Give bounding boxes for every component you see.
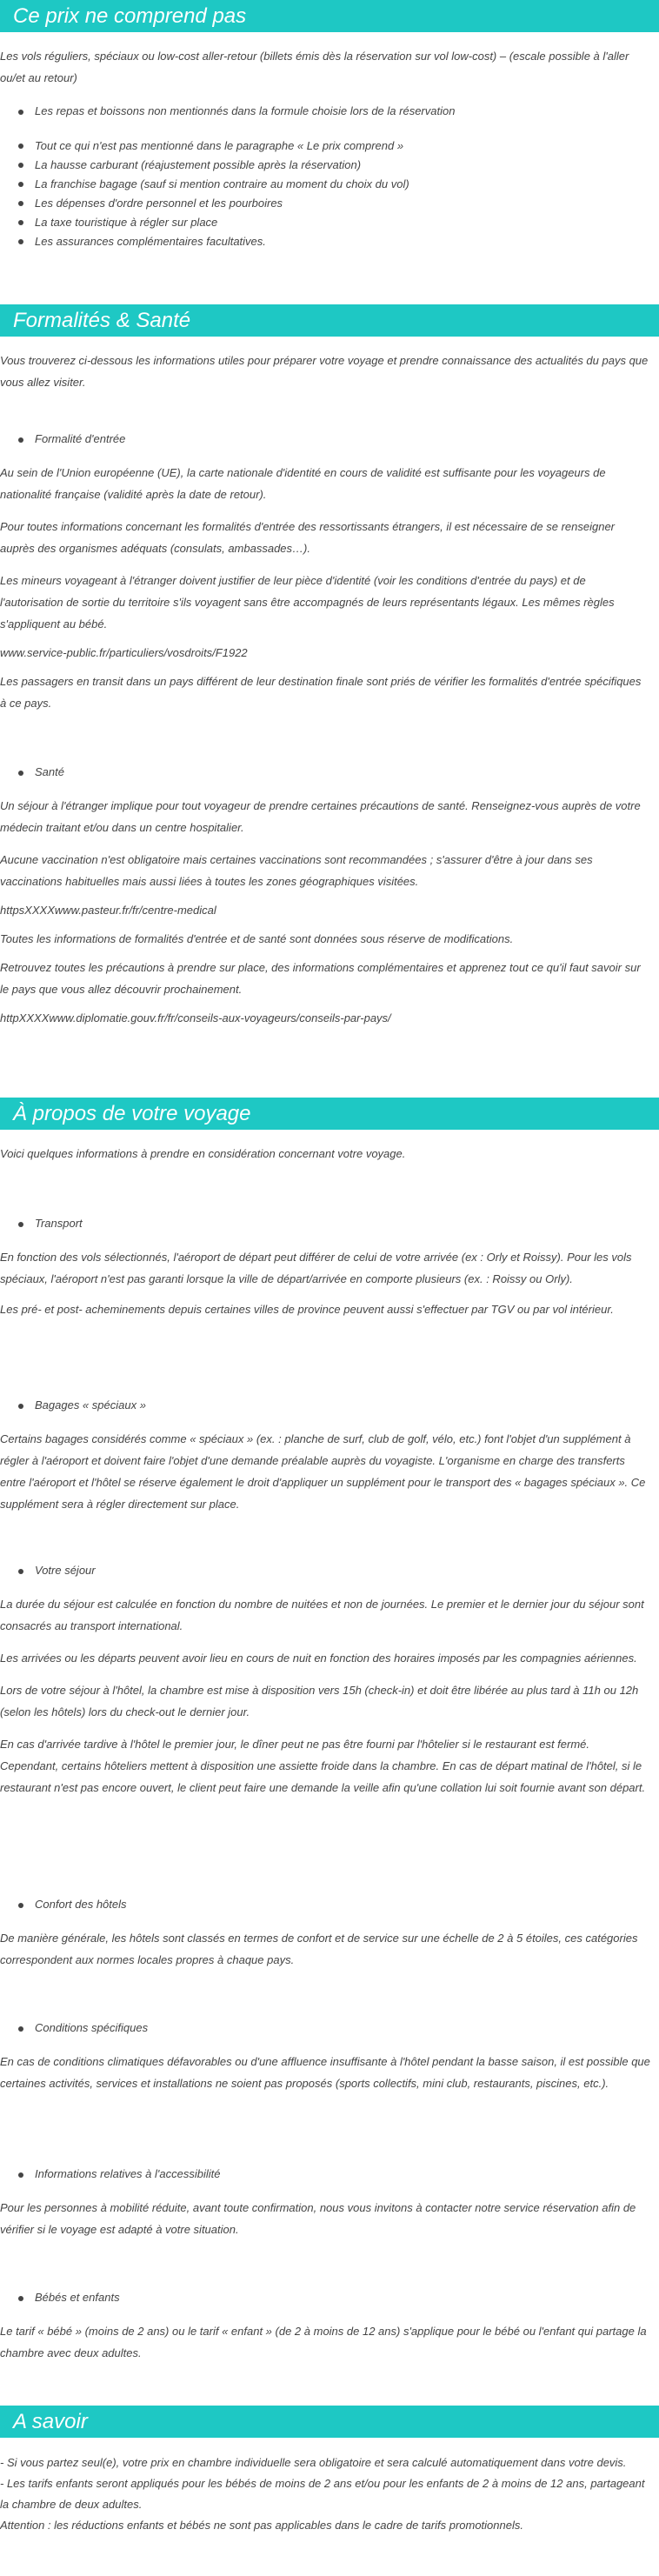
paragraph: Un séjour à l'étranger implique pour tout voyageur de prendre certaines précautions de santé. Renseignez-vous auprès de votre médecin traitant et/ou dans un centre hospitalier. [0, 799, 641, 834]
apropos-intro [0, 1143, 650, 1171]
bebes-body [0, 2320, 650, 2371]
list-item: Informations relatives à l'accessibilité [35, 2166, 643, 2183]
list-item: Les dépenses d'ordre personnel et les pourboires [35, 194, 643, 213]
paragraph: En cas de conditions climatiques défavorables ou d'une affluence insuffisante à l'hôtel pendant la basse saison, il est possible que certaines activités, services et installations ne soient pas proposés (sports collectifs, mini club, restaurants, piscines, etc.). [0, 2055, 650, 2090]
section-title: Formalités & Santé [13, 308, 191, 332]
list-item: La taxe touristique à régler sur place [35, 213, 643, 232]
section-title: A savoir [13, 2409, 88, 2433]
bullet-confort [35, 1896, 643, 1913]
list-item: Bébés et enfants [35, 2289, 643, 2306]
section-banner-apropos [0, 1098, 659, 1130]
list-item: Tout ce qui n'est pas mentionné dans le paragraphe « Le prix comprend » [35, 137, 643, 156]
bullet-bagages [35, 1397, 643, 1414]
list-item: Votre séjour [35, 1562, 643, 1579]
confort-body [0, 1927, 650, 1978]
paragraph: Voici quelques informations à prendre en considération concernant votre voyage. [0, 1147, 406, 1160]
list-item: La hausse carburant (réajustement possible après la réservation) [35, 156, 643, 175]
link[interactable]: httpsXXXXwww.pasteur.fr/fr/centre-medical [0, 904, 216, 917]
list-item: Les repas et boissons non mentionnés dans la formule choisie lors de la réservation [35, 103, 643, 120]
paragraph: De manière générale, les hôtels sont classés en termes de confort et de service sur une échelle de 2 à 5 étoiles, ces catégories correspondent aux normes locales propres à chaque pays. [0, 1932, 638, 1966]
formalites-body [0, 462, 650, 721]
list-item: Les assurances complémentaires facultatives. [35, 232, 643, 251]
section-banner-formalites [0, 304, 659, 337]
bullet-dot [18, 2026, 23, 2032]
transport-body [0, 1246, 650, 1327]
section-title: Ce prix ne comprend pas [13, 3, 247, 28]
asavoir-body [0, 2453, 650, 2536]
list-item: Transport [35, 1215, 643, 1232]
paragraph: Les arrivées ou les départs peuvent avoir lieu en cours de nuit en fonction des horaires imposés par les compagnies aériennes. [0, 1652, 637, 1665]
paragraph: Attention : les réductions enfants et bébés ne sont pas applicables dans le cadre de tarifs promotionnels. [0, 2519, 523, 2532]
paragraph: Les mineurs voyageant à l'étranger doivent justifier de leur pièce d'identité (voir les conditions d'entrée du pays) et de l'autorisation de sortie du territoire s'ils voyagent sans être accompagnés de leurs représentants légaux. Les mêmes règles s'appliquent au bébé. [0, 574, 615, 631]
bullet-accessibilite [35, 2166, 643, 2183]
bullet-bebes [35, 2289, 643, 2306]
list-item: Bagages « spéciaux » [35, 1397, 643, 1414]
accessibilite-body [0, 2197, 650, 2247]
bullet-dot [18, 220, 23, 225]
conditions-body [0, 2051, 650, 2101]
bullet-dot [18, 163, 23, 168]
bullet-conditions [35, 2019, 643, 2037]
paragraph: Les pré- et post- acheminements depuis certaines villes de province peuvent aussi s'effectuer par TGV ou par vol intérieur. [0, 1303, 614, 1316]
paragraph: Certains bagages considérés comme « spéciaux » (ex. : planche de surf, club de golf, vélo, etc.) font l'objet d'un supplément à régler à l'aéroport et doivent faire l'objet d'une demande préalable auprès du voyagiste. L'organisme en charge des transferts entre l'aéroport et l'hôtel se réserve également le droit d'appliquer un supplément pour le transport des « bagages spéciaux ». Ce supplément sera à régler directement sur place. [0, 1432, 646, 1511]
link[interactable]: httpXXXXwww.diplomatie.gouv.fr/fr/conseils-aux-voyageurs/conseils-par-pays/ [0, 1011, 391, 1024]
section-banner-asavoir [0, 2406, 659, 2438]
paragraph: En cas d'arrivée tardive à l'hôtel le premier jour, le dîner peut ne pas être fourni par l'hôtelier si le restaurant est fermé. Cependant, certains hôteliers mettent à disposition une assiette froide dans la chambre. En cas de départ matinal de l'hôtel, si le restaurant n'est pas encore ouvert, le client peut faire une demande la veille afin qu'une collation lui soit fournie avant son départ. [0, 1738, 646, 1794]
bullet-dot [18, 771, 23, 776]
section-title: À propos de votre voyage [13, 1101, 251, 1125]
bullet-sante [35, 764, 643, 781]
link[interactable]: www.service-public.fr/particuliers/vosdroits/F1922 [0, 646, 248, 659]
paragraph: - Si vous partez seul(e), votre prix en chambre individuelle sera obligatoire et sera calculé automatiquement dans votre devis. [0, 2456, 627, 2469]
paragraph: En fonction des vols sélectionnés, l'aéroport de départ peut différer de celui de votre arrivée (ex : Orly et Roissy). Pour les vols spéciaux, l'aéroport n'est pas garanti lorsque la ville de départ/arrivée en comporte plusieurs (ex. : Roissy ou Orly). [0, 1251, 632, 1285]
list-item: Conditions spécifiques [35, 2019, 643, 2037]
bullet-transport [35, 1215, 643, 1232]
bullet-dot [18, 1404, 23, 1409]
list-item: Formalité d'entrée [35, 430, 643, 448]
paragraph: Vous trouverez ci-dessous les informations utiles pour préparer votre voyage et prendre connaissance des actualités du pays que vous allez visiter. [0, 354, 649, 389]
paragraph: La durée du séjour est calculée en fonction du nombre de nuitées et non de journées. Le premier et le dernier jour du séjour sont consacrés au transport international. [0, 1598, 644, 1632]
paragraph: Le tarif « bébé » (moins de 2 ans) ou le tarif « enfant » (de 2 à moins de 12 ans) s'applique pour le bébé ou l'enfant qui partage la chambre avec deux adultes. [0, 2325, 647, 2359]
list-item: Santé [35, 764, 643, 781]
section-banner-prix [0, 0, 659, 32]
formalites-intro [0, 350, 650, 400]
bullet-dot [18, 1903, 23, 1908]
bullet-dot [18, 1222, 23, 1227]
paragraph: Retrouvez toutes les précautions à prendre sur place, des informations complémentaires et apprenez tout ce qu'il faut savoir sur le pays que vous allez découvrir prochainement. [0, 961, 641, 996]
paragraph: Pour toutes informations concernant les formalités d'entrée des ressortissants étrangers, il est nécessaire de se renseigner auprès des organismes adéquats (consulats, ambassades…). [0, 520, 616, 555]
bullet-dot [18, 201, 23, 206]
bullet-dot [18, 143, 23, 149]
bullet-dot [18, 2172, 23, 2178]
paragraph: Les vols réguliers, spéciaux ou low-cost aller-retour (billets émis dès la réservation sur vol low-cost) – (escale possible à l'aller ou/et au retour) [0, 50, 629, 84]
paragraph: Au sein de l'Union européenne (UE), la carte nationale d'identité en cours de validité est suffisante pour les voyageurs de nationalité française (validité après la date de retour). [0, 466, 606, 501]
bullet-dot [18, 182, 23, 187]
list-item: Confort des hôtels [35, 1896, 643, 1913]
paragraph: Lors de votre séjour à l'hôtel, la chambre est mise à disposition vers 15h (check-in) et doit être libérée au plus tard à 11h ou 12h (selon les hôtels) lors du check-out le dernier jour. [0, 1684, 639, 1718]
prix-intro [0, 45, 650, 96]
paragraph: Toutes les informations de formalités d'entrée et de santé sont données sous réserve de modifications. [0, 932, 514, 945]
bullet-dot [18, 239, 23, 244]
list-item: La franchise bagage (sauf si mention contraire au moment du choix du vol) [35, 175, 643, 194]
prix-list-2 [35, 137, 643, 251]
bagages-body [0, 1428, 650, 1522]
paragraph: - Les tarifs enfants seront appliqués pour les bébés de moins de 2 ans et/ou pour les enfants de 2 à moins de 12 ans, partageant la chambre de deux adultes. [0, 2477, 645, 2511]
paragraph: Les passagers en transit dans un pays différent de leur destination finale sont priés de vérifier les formalités d'entrée spécifiques à ce pays. [0, 675, 642, 710]
bullet-formalite-entree [35, 430, 643, 448]
prix-list [35, 103, 643, 120]
bullet-dot [18, 110, 23, 115]
bullet-sejour [35, 1562, 643, 1579]
bullet-dot [18, 2296, 23, 2301]
bullet-dot [18, 437, 23, 443]
sante-body [0, 795, 650, 1036]
paragraph: Aucune vaccination n'est obligatoire mais certaines vaccinations sont recommandées ; s'assurer d'être à jour dans ses vaccinations habituelles mais aussi liées à toutes les zones géographiques visitées. [0, 853, 593, 888]
bullet-dot [18, 1569, 23, 1574]
paragraph: Pour les personnes à mobilité réduite, avant toute confirmation, nous vous invitons à contacter notre service réservation afin de vérifier si le voyage est adapté à votre situation. [0, 2201, 636, 2236]
sejour-body [0, 1593, 650, 1805]
